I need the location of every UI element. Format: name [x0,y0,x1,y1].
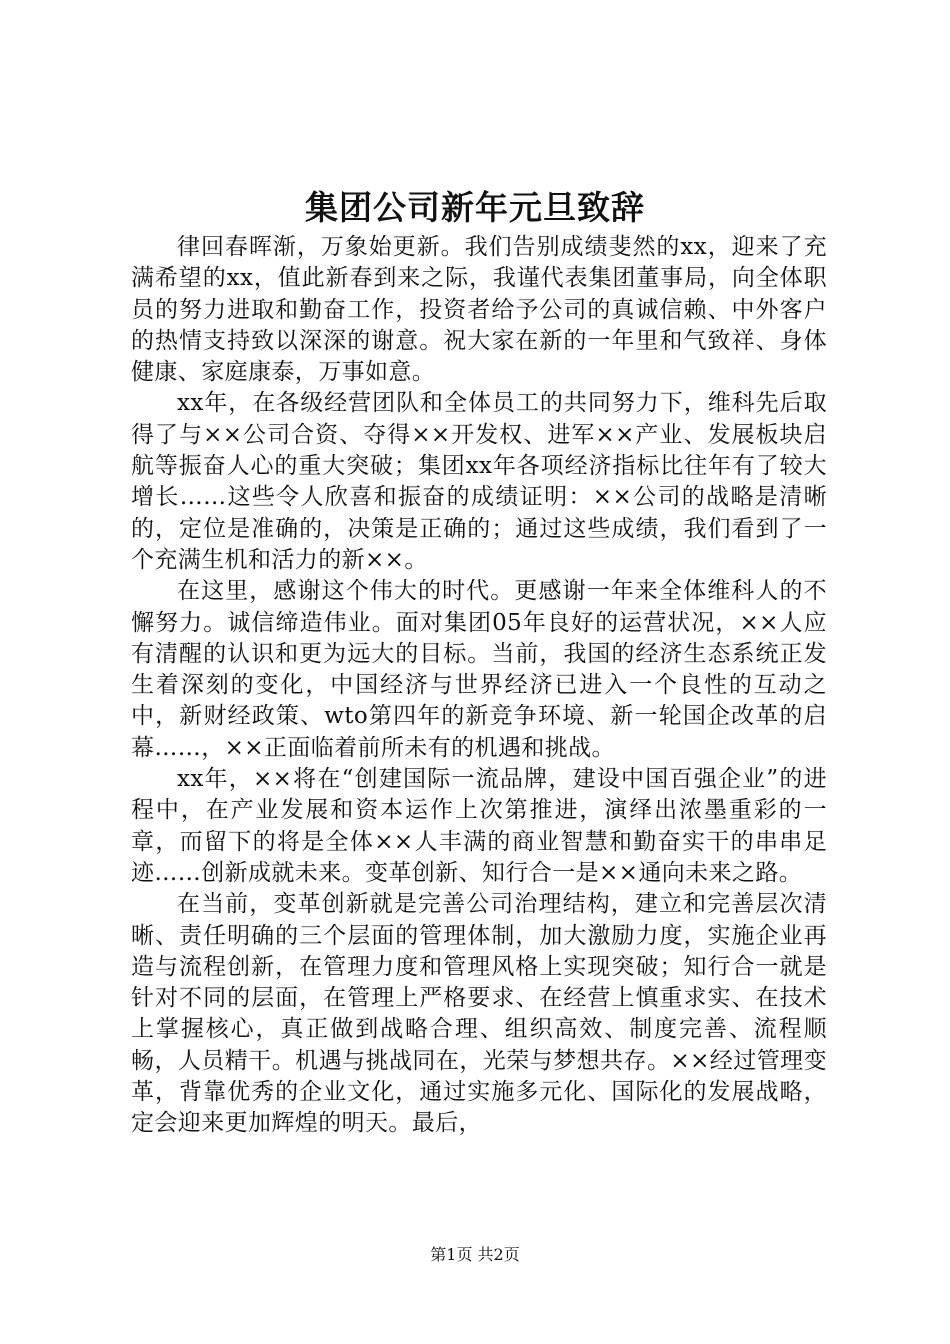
document-body [131,232,827,1140]
paragraph-2: xx年，在各级经营团队和全体员工的共同努力下，维科先后取得了与××公司合资、夺得××开发权、进军××产业、发展板块启航等振奋人心的重大突破；集团xx年各项经济指标比往年有了较大增长……这些令人欣喜和振奋的成绩证明：××公司的战略是清晰的，定位是准确的，决策是正确的；通过这些成绩，我们看到了一个充满生机和活力的新××。 [131,390,827,573]
page-number-footer: 第1页 共2页 [430,1245,520,1264]
paragraph-3: 在这里，感谢这个伟大的时代。更感谢一年来全体维科人的不懈努力。诚信缔造伟业。面对集团05年良好的运营状况，××人应有清醒的认识和更为远大的目标。当前，我国的经济生态系统正发生着深刻的变化，中国经济与世界经济已进入一个良性的互动之中，新财经政策、wto第四年的新竞争环境、新一轮国企改革的启幕……，××正面临着前所未有的机遇和挑战。 [131,578,827,761]
paragraph-5: 在当前，变革创新就是完善公司治理结构，建立和完善层次清晰、责任明确的三个层面的管理体制，加大激励力度，实施企业再造与流程创新，在管理力度和管理风格上实现突破；知行合一就是针对不同的层面，在管理上严格要求、在经营上慎重求实、在技术上掌握核心，真正做到战略合理、组织高效、制度完善、流程顺畅，人员精干。机遇与挑战同在，光荣与梦想共存。××经过管理变革，背靠优秀的企业文化，通过实施多元化、国际化的发展战略，定会迎来更加辉煌的明天。最后， [131,891,827,1137]
paragraph-1: 律回春晖渐，万象始更新。我们告别成绩斐然的xx，迎来了充满希望的xx，值此新春到来之际，我谨代表集团董事局，向全体职员的努力进取和勤奋工作，投资者给予公司的真诚信赖、中外客户的热情支持致以深深的谢意。祝大家在新的一年里和气致祥、身体健康、家庭康泰，万事如意。 [131,234,827,386]
document-title: 集团公司新年元旦致辞 [305,188,645,227]
paragraph-4: xx年，××将在“创建国际一流品牌，建设中国百强企业”的进程中，在产业发展和资本运作上次第推进，演绎出浓墨重彩的一章，而留下的将是全体××人丰满的商业智慧和勤奋实干的串串足迹……创新成就未来。变革创新、知行合一是××通向未来之路。 [131,766,827,886]
